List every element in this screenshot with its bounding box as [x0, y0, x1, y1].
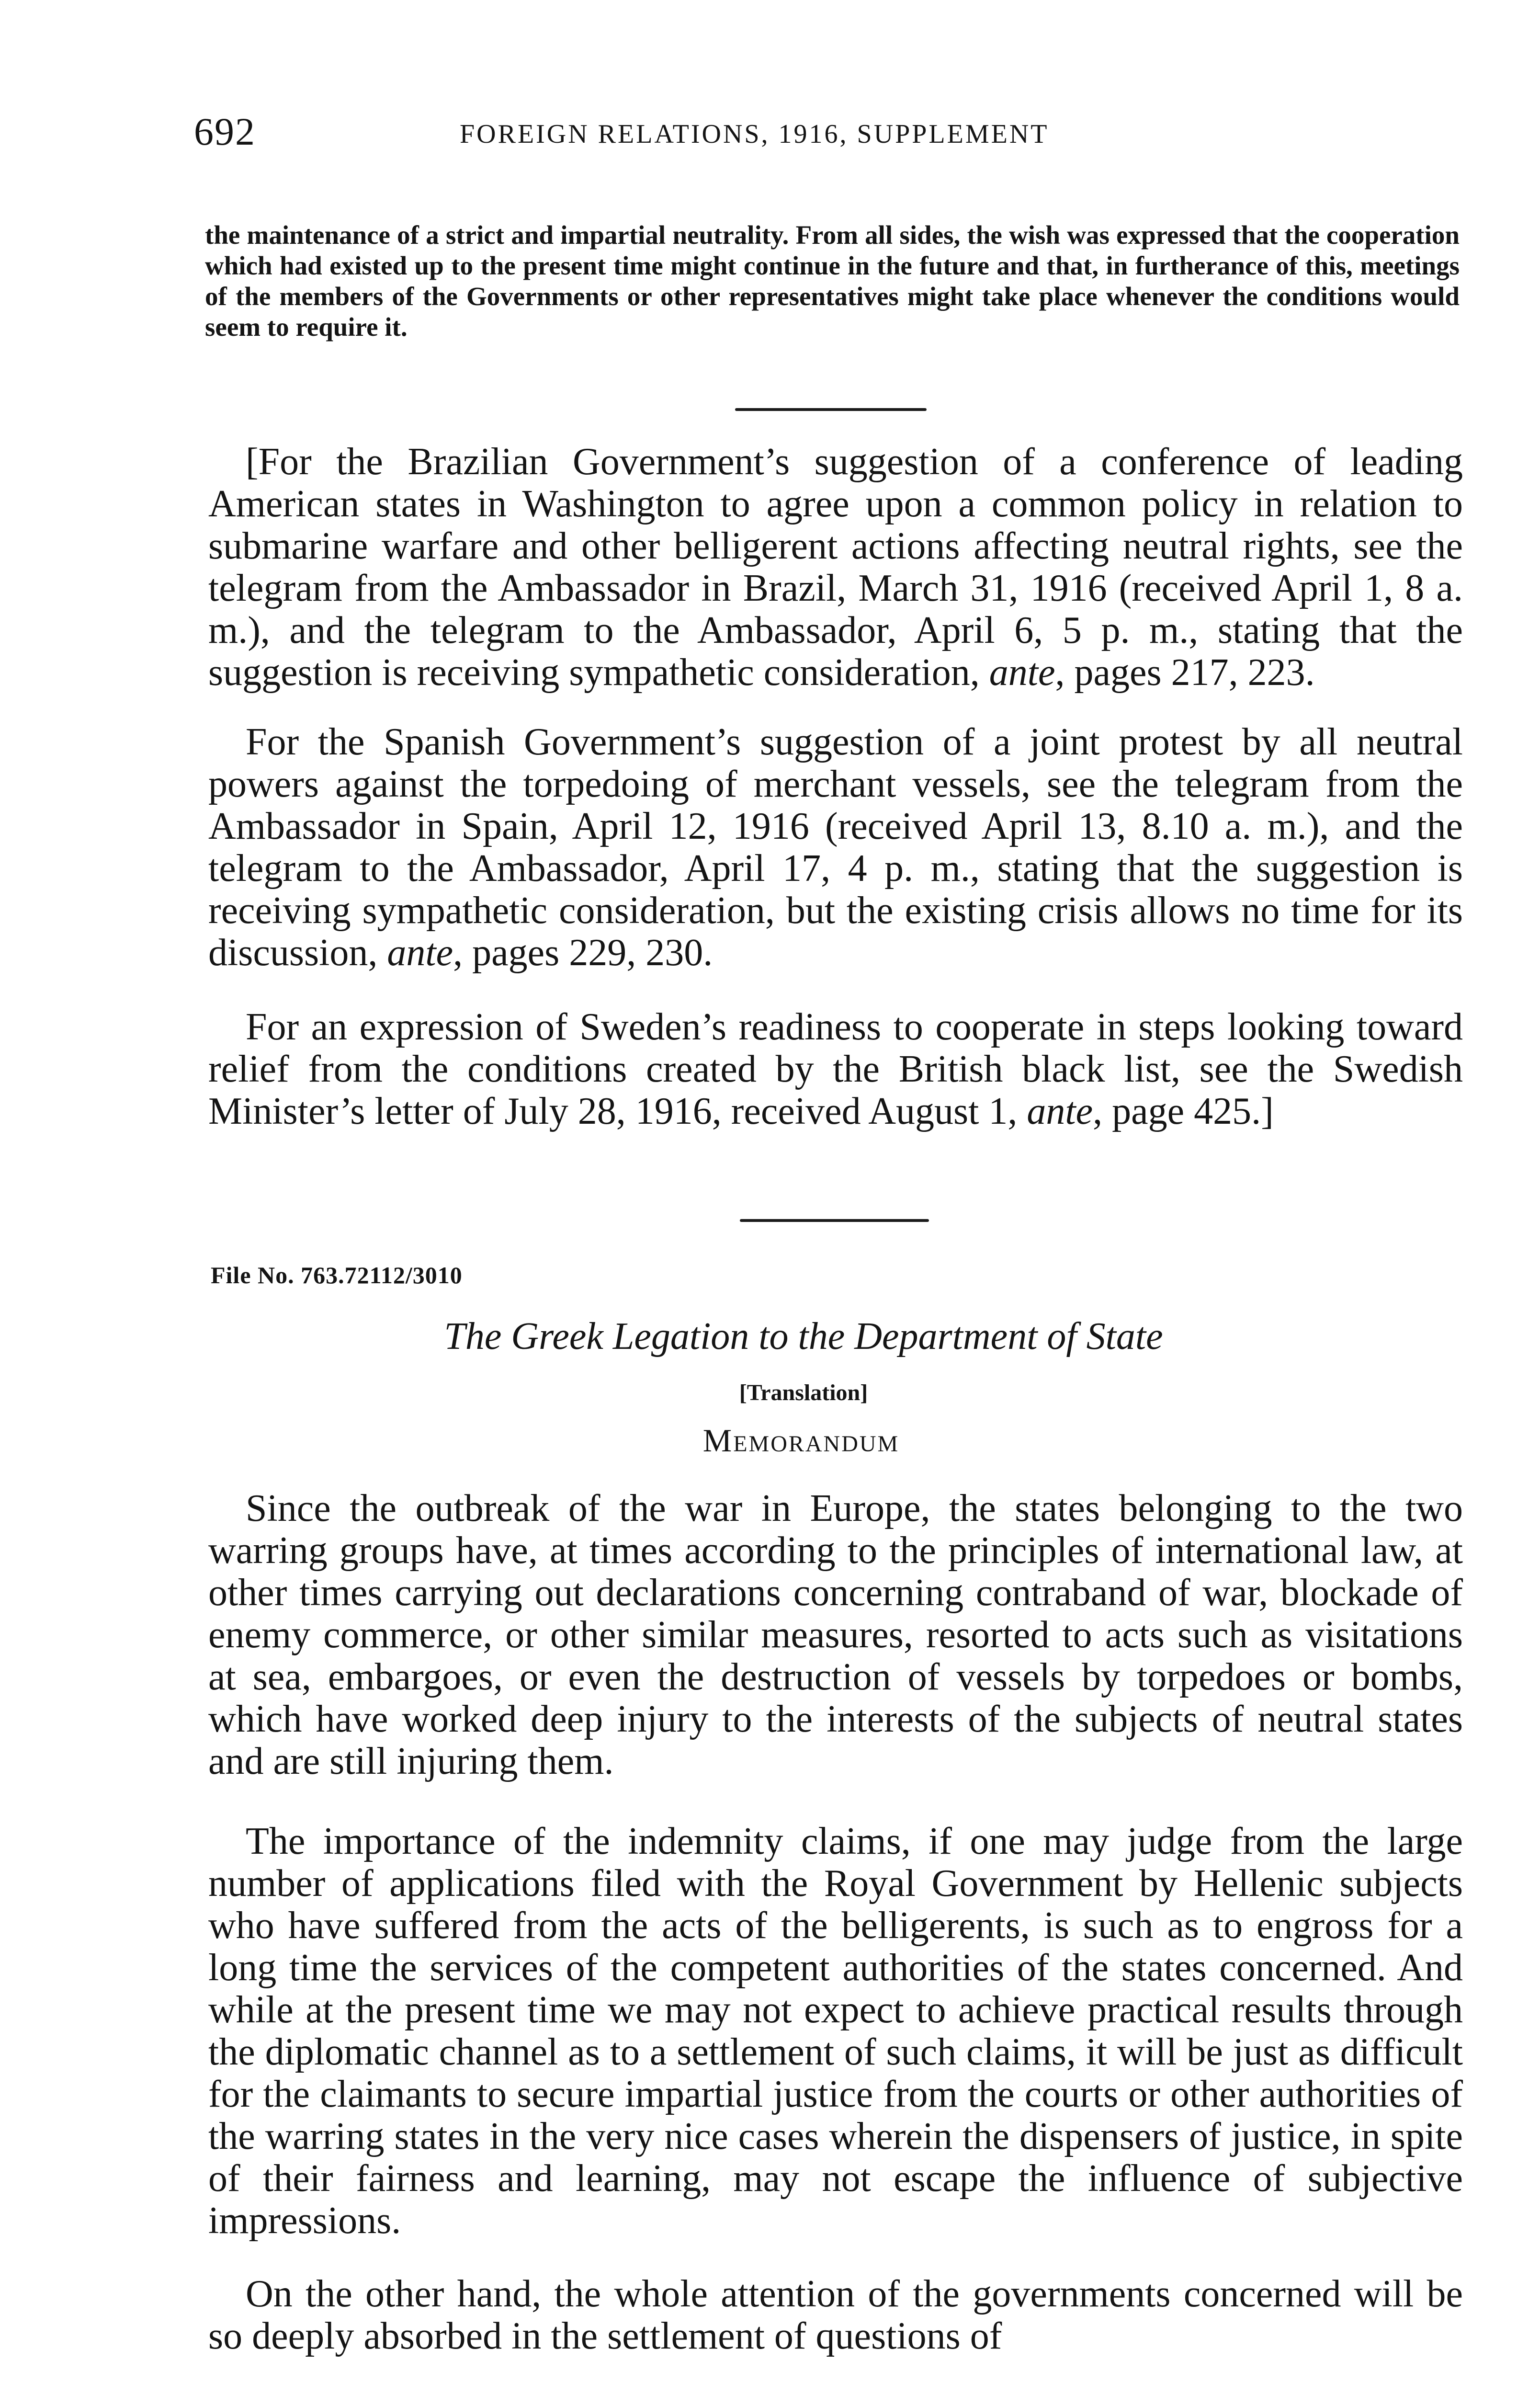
memorandum-paragraph: The importance of the indemnity claims, if one may judge from the large number of applications filed with the Royal Government by Hellenic subjects who have suffered from the acts of the belligerents, is such as to engross for a long time the services of the competent authorities of the states concerned. And while at the present time we may not expect to achieve practical results through the diplomatic channel as to a settlement of such claims, it will be just as difficult for the claimants to secure impartial justice from the courts or other authorities of the warring states in the very nice cases wherein the dispensers of justice, in spite of their fairness and learning, may not escape the influence of subjective impressions.	[208, 1820, 1463, 2242]
editorial-note-sweden	[208, 1006, 1463, 1132]
translation-note: [Translation]	[739, 1380, 868, 1405]
continued-paragraph: the maintenance of a strict and impartial neutrality. From all sides, the wish was expressed that the cooperation which had existed up to the present time might continue in the future and that, in furtherance of this, meetings of the members of the Governments or other representatives might take place whenever the conditions would seem to require it.	[205, 220, 1460, 342]
page-header	[194, 109, 1200, 162]
ante-reference: ante	[387, 932, 453, 974]
page-reference: , page 425.]	[1093, 1090, 1274, 1132]
editorial-note-text: For the Spanish Government’s suggestion of a joint protest by all neutral powers against the torpedoing of merchant vessels, see the telegram from the Ambassador in Spain, April 12, 1916 (received April 13, 8.10 a. m.), and the telegram to the Ambassador, April 17, 4 p. m., stating that the suggestion is receiving sympathetic consideration, but the existing crisis allows no time for its discussion,	[208, 721, 1463, 974]
file-number: File No. 763.72112/3010	[211, 1262, 463, 1289]
memorandum-heading: Memorandum	[702, 1422, 900, 1459]
page-number: 692	[194, 110, 256, 153]
page-reference: , pages 229, 230.	[453, 932, 713, 974]
ante-reference: ante	[1027, 1090, 1093, 1132]
editorial-note-text: [For the Brazilian Government’s suggestion of a conference of leading American states in Washington to agree upon a common policy in relation to submarine warfare and other belligerent actions affecting neutral rights, see the telegram from the Ambassador in Brazil, March 31, 1916 (received April 1, 8 a. m.), and the telegram to the Ambassador, April 6, 5 p. m., stating that the suggestion is receiving sympathetic consideration,	[208, 441, 1463, 694]
editorial-note-text: For an expression of Sweden’s readiness to cooperate in steps looking toward relief from the conditions created by the British black list, see the Swedish Minister’s letter of July 28, 1916, received August 1,	[208, 1006, 1463, 1132]
memorandum-paragraph: Since the outbreak of the war in Europe, the states belonging to the two warring groups have, at times according to the principles of international law, at other times carrying out declarations concerning contraband of war, blockade of enemy commerce, or other similar measures, resorted to acts such as visitations at sea, embargoes, or even the destruction of vessels by torpedoes or bombs, which have worked deep injury to the interests of the subjects of neutral states and are still injuring them.	[208, 1487, 1463, 1782]
section-divider	[740, 1219, 929, 1222]
editorial-note-spain	[208, 721, 1463, 974]
editorial-note-brazil	[208, 441, 1463, 694]
ante-reference: ante	[989, 651, 1055, 694]
page-reference: , pages 217, 223.	[1055, 651, 1315, 694]
document-title: The Greek Legation to the Department of State	[444, 1315, 1163, 1357]
running-head: FOREIGN RELATIONS, 1916, SUPPLEMENT	[460, 119, 1049, 149]
section-divider	[735, 408, 927, 411]
memorandum-paragraph: On the other hand, the whole attention of the governments concerned will be so deeply absorbed in the settlement of questions of	[208, 2273, 1463, 2357]
